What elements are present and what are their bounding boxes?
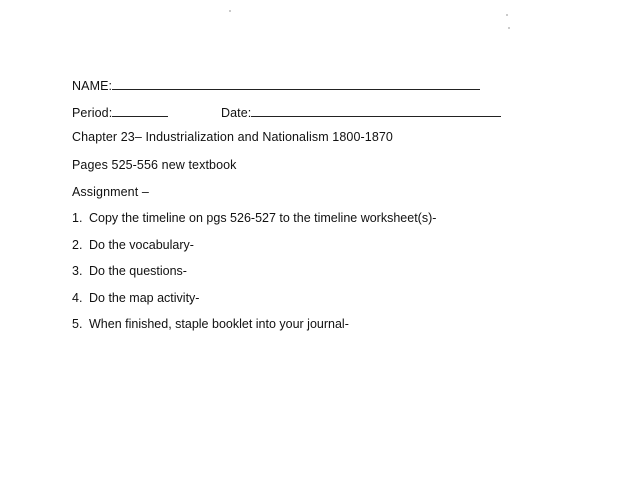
name-field-blank[interactable]	[112, 78, 480, 90]
assignment-heading: Assignment –	[72, 185, 149, 199]
task-item	[72, 317, 349, 331]
task-item	[72, 291, 199, 305]
task-text: Do the vocabulary-	[89, 238, 194, 252]
pages-reference: Pages 525-556 new textbook	[72, 158, 237, 172]
date-label: Date:	[221, 106, 252, 120]
period-date-row	[72, 105, 168, 120]
scan-speck	[506, 14, 508, 16]
task-text: Do the map activity-	[89, 291, 200, 305]
task-number: 1.	[72, 211, 83, 225]
date-row	[221, 105, 501, 120]
task-item	[72, 211, 436, 225]
task-number: 5.	[72, 317, 83, 331]
name-row	[72, 78, 480, 93]
task-text: When finished, staple booklet into your journal-	[89, 317, 349, 331]
task-item	[72, 238, 194, 252]
task-number: 4.	[72, 291, 83, 305]
name-label: NAME:	[72, 79, 113, 93]
task-number: 2.	[72, 238, 83, 252]
scan-speck	[229, 10, 231, 12]
task-text: Copy the timeline on pgs 526-527 to the timeline worksheet(s)-	[89, 211, 437, 225]
scan-speck	[508, 27, 510, 29]
task-item	[72, 264, 187, 278]
period-field-blank[interactable]	[112, 105, 168, 117]
task-number: 3.	[72, 264, 83, 278]
task-text: Do the questions-	[89, 264, 187, 278]
chapter-title: Chapter 23– Industrialization and Nationalism 1800-1870	[72, 130, 393, 144]
date-field-blank[interactable]	[251, 105, 501, 117]
period-label: Period:	[72, 106, 113, 120]
